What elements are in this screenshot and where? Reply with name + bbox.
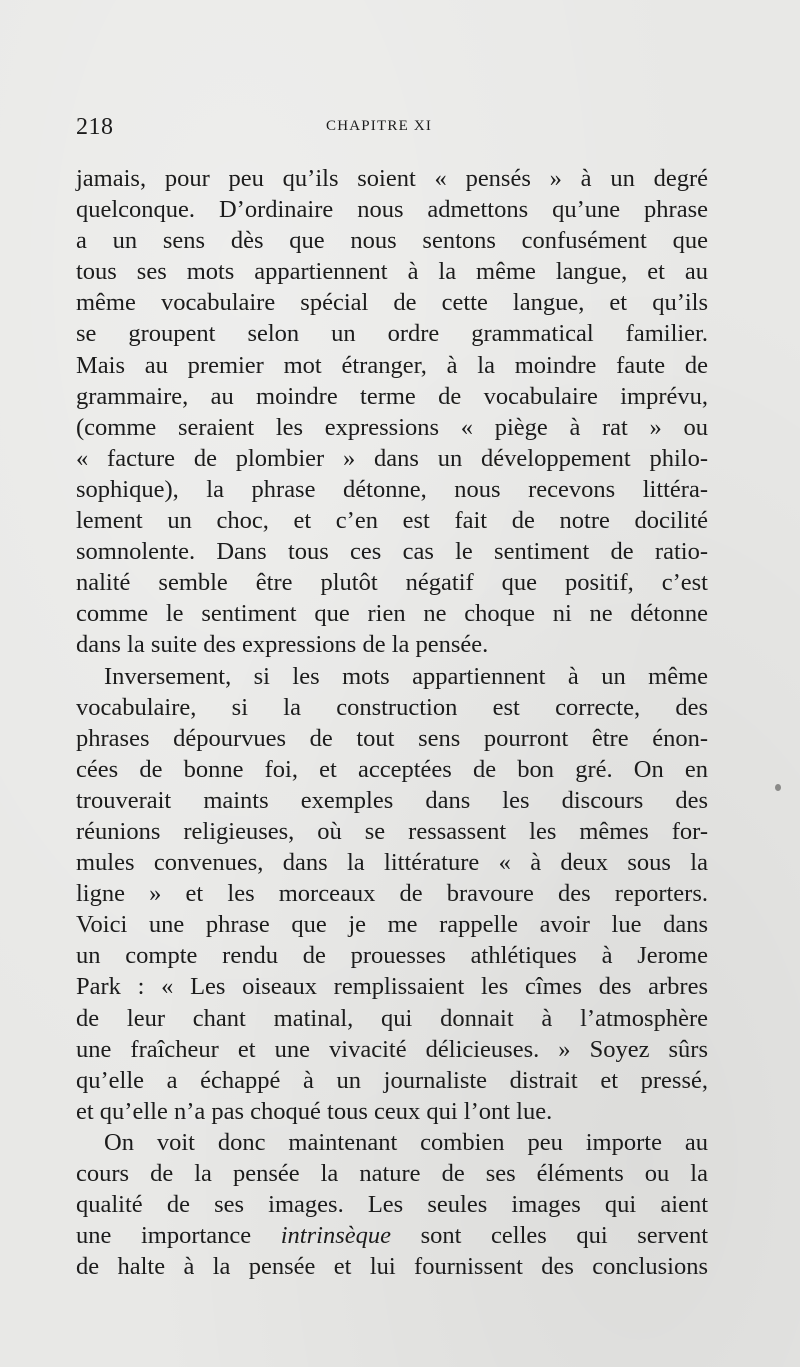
text-line: trouverait maints exemples dans les discours des bbox=[76, 786, 708, 814]
text-line: ligne » et les morceaux de bravoure des reporters. bbox=[76, 880, 708, 908]
text-line: une fraîcheur et une vivacité délicieuses. » Soyez sûrs bbox=[76, 1035, 708, 1063]
text-line: Voici une phrase que je me rappelle avoir lue dans bbox=[76, 911, 708, 939]
text-line: cées de bonne foi, et acceptées de bon gré. On en bbox=[76, 755, 708, 783]
text-line: phrases dépourvues de tout sens pourront être énon- bbox=[76, 724, 708, 752]
text-line: grammaire, au moindre terme de vocabulaire imprévu, bbox=[76, 382, 708, 410]
text-line: nalité semble être plutôt négatif que positif, c’est bbox=[76, 569, 708, 597]
text-line: une importance intrinsèque sont celles qui servent bbox=[76, 1222, 709, 1250]
text-line: dans la suite des expressions de la pensée. bbox=[76, 631, 489, 659]
chapter-title: CHAPITRE XI bbox=[326, 118, 433, 134]
text-line: et qu’elle n’a pas choqué tous ceux qui l’ont lue. bbox=[76, 1097, 553, 1125]
page-number: 218 bbox=[76, 114, 114, 140]
text-line: mules convenues, dans la littérature « à deux sous la bbox=[76, 849, 708, 877]
text-line: Park : « Les oiseaux remplissaient les cîmes des arbres bbox=[76, 973, 708, 1001]
text-line: a un sens dès que nous sentons confusément que bbox=[76, 227, 708, 255]
text-line: quelconque. D’ordinaire nous admettons qu’une phrase bbox=[76, 196, 708, 224]
text-line: même vocabulaire spécial de cette langue, et qu’ils bbox=[76, 289, 708, 317]
text-line: de halte à la pensée et lui fournissent des conclusions bbox=[76, 1253, 708, 1281]
running-head bbox=[76, 114, 708, 146]
text-line: somnolente. Dans tous ces cas le sentiment de ratio- bbox=[76, 538, 708, 566]
text-line: comme le sentiment que rien ne choque ni ne détonne bbox=[76, 600, 708, 628]
text-line: se groupent selon un ordre grammatical familier. bbox=[76, 320, 708, 348]
text-line: qualité de ses images. Les seules images qui aient bbox=[76, 1191, 708, 1219]
text-line: sophique), la phrase détonne, nous recevons littéra- bbox=[76, 475, 708, 503]
text-line: tous ses mots appartiennent à la même langue, et au bbox=[76, 258, 708, 286]
paper-speck bbox=[775, 784, 781, 791]
text-line: jamais, pour peu qu’ils soient « pensés » à un degré bbox=[76, 165, 708, 192]
italic-word: intrinsèque bbox=[280, 1222, 391, 1250]
text-line: Mais au premier mot étranger, à la moindre faute de bbox=[76, 351, 708, 379]
text-line: réunions religieuses, où se ressassent les mêmes for- bbox=[76, 817, 708, 845]
text-line: Inversement, si les mots appartiennent à un même bbox=[104, 662, 708, 690]
text-line: un compte rendu de prouesses athlétiques à Jerome bbox=[76, 942, 708, 970]
text-line: vocabulaire, si la construction est correcte, des bbox=[76, 693, 708, 721]
text-line: qu’elle a échappé à un journaliste distrait et pressé, bbox=[76, 1066, 708, 1094]
text-line: lement un choc, et c’en est fait de notre docilité bbox=[76, 507, 708, 535]
body-text bbox=[76, 163, 708, 1282]
text-line: « facture de plombier » dans un développement philo- bbox=[76, 444, 708, 472]
text-line: de leur chant matinal, qui donnait à l’atmosphère bbox=[76, 1004, 708, 1032]
text-line: On voit donc maintenant combien peu importe au bbox=[104, 1128, 708, 1156]
text-line: cours de la pensée la nature de ses éléments ou la bbox=[76, 1160, 708, 1187]
text-line: (comme seraient les expressions « piège à rat » ou bbox=[76, 413, 708, 441]
